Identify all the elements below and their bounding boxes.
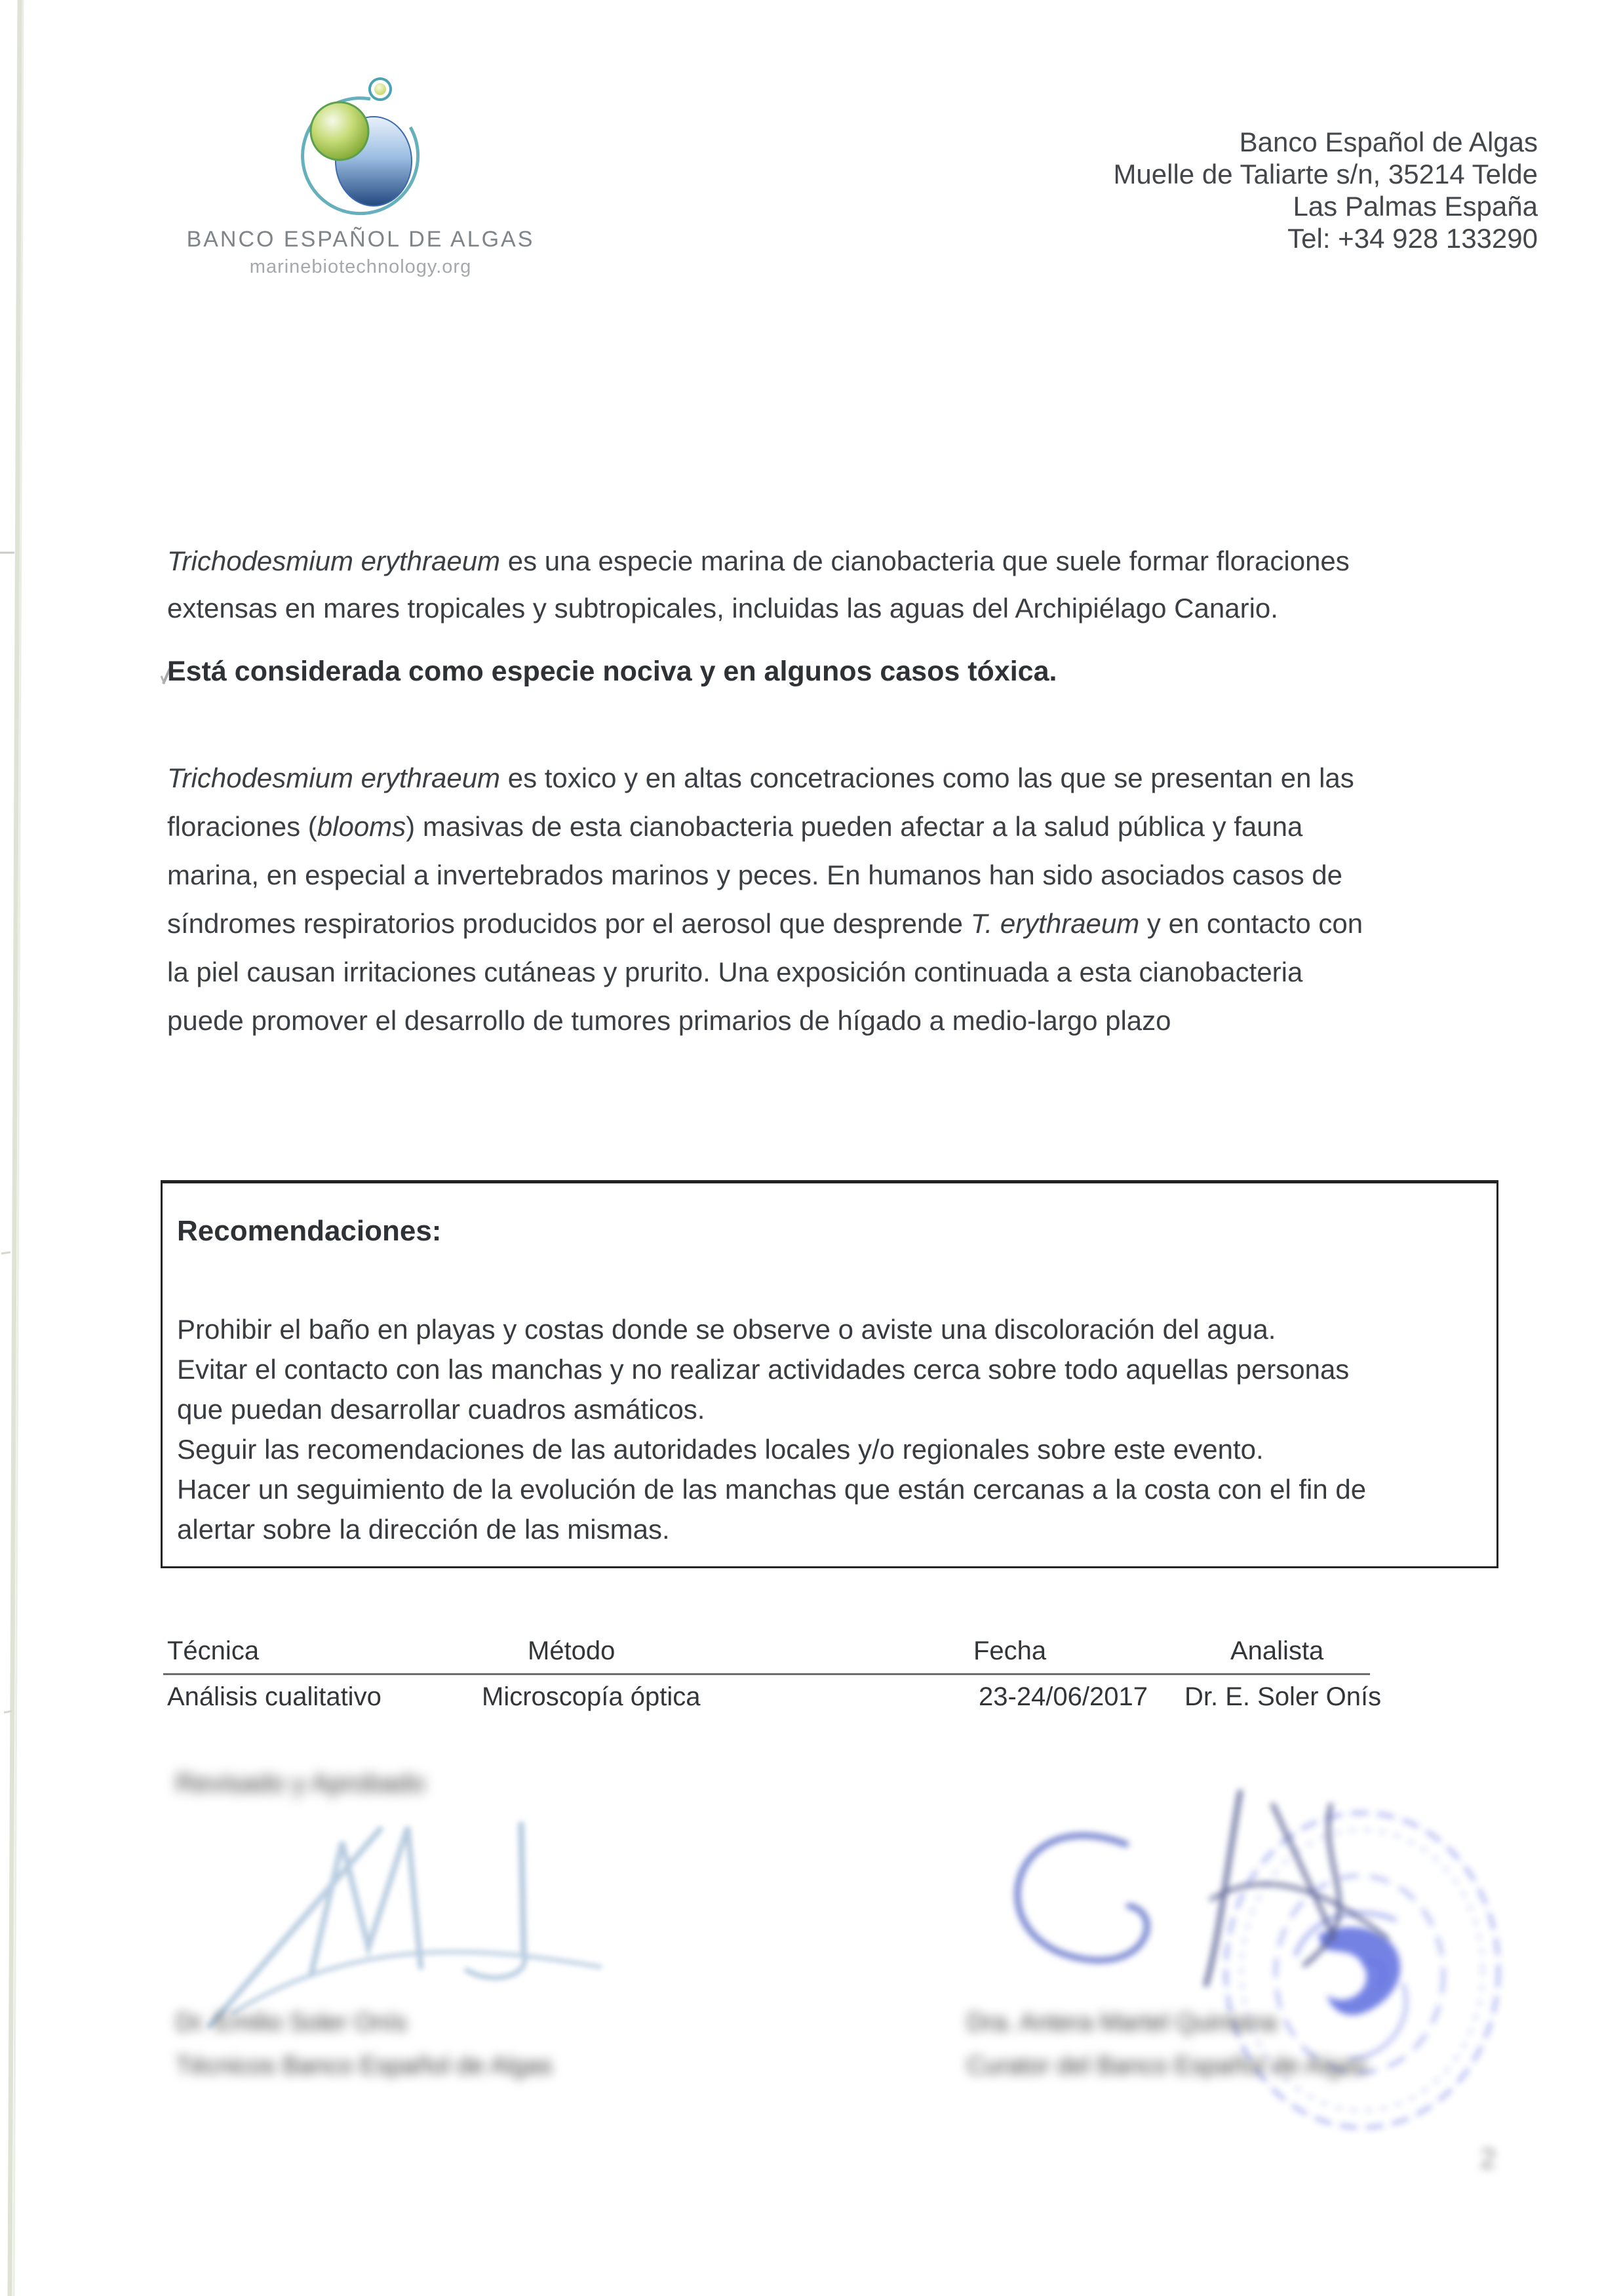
text-segment: Evitar el contacto con las manchas y no realizar actividades cerca sobre todo aquellas personas (177, 1354, 1350, 1385)
text-line (167, 802, 1363, 851)
recommendations-text (177, 1309, 1366, 1549)
blurred-right-signatory-role: Curator del Banco Español de Algas (967, 2052, 1367, 2080)
text-line (177, 1349, 1366, 1389)
signature-right-handwriting (964, 1767, 1422, 2023)
text-segment: marina, en especial a invertebrados marinos y peces. En humanos han sido asociados casos de (167, 860, 1343, 890)
text-segment: alertar sobre la dirección de las mismas. (177, 1514, 670, 1545)
text-segment: puede promover el desarrollo de tumores primarios de hígado a medio-largo plazo (167, 1005, 1171, 1036)
header-method: Método (528, 1636, 616, 1665)
bold-hazard-statement: Está considerada como especie nociva y en algunos casos tóxica. (167, 656, 1057, 687)
blurred-left-signatory-name: Dr. Emilio Soler Onís (176, 2009, 407, 2036)
blurred-left-signatory-role: Técnicos Banco Español de Algas (176, 2052, 553, 2080)
blurred-reviewed-approved-label: Revisado y Aprobado (176, 1769, 425, 1798)
header-technique: Técnica (167, 1636, 260, 1665)
text-segment: que puedan desarrollar cuadros asmáticos. (177, 1394, 705, 1425)
text-segment: extensas en mares tropicales y subtropicales, incluidas las aguas del Archipiélago Canario. (167, 593, 1278, 623)
cell-method: Microscopía óptica (482, 1682, 701, 1711)
analysis-table (167, 1636, 1382, 1715)
text-line (167, 997, 1363, 1045)
text-line (177, 1509, 1366, 1549)
logo-wordmark: BANCO ESPAÑOL DE ALGAS (186, 227, 535, 252)
analysis-table-data-row (167, 1682, 1382, 1715)
header-date: Fecha (973, 1636, 1047, 1665)
cell-analyst: Dr. E. Soler Onís (1184, 1682, 1382, 1711)
blurred-page-number: 2 (1480, 2143, 1496, 2175)
text-line (167, 754, 1363, 802)
header-analyst: Analista (1230, 1636, 1324, 1665)
text-line (167, 538, 1350, 585)
text-segment: la piel causan irritaciones cutáneas y prurito. Una exposición continuada a esta cianobacteria (167, 957, 1303, 987)
table-header-rule (163, 1673, 1370, 1675)
text-line (177, 1469, 1366, 1509)
signature-left-handwriting (164, 1813, 623, 2036)
recommendations-box (161, 1180, 1498, 1568)
text-segment: y en contacto con (1139, 908, 1363, 939)
letterhead-address-block (1113, 126, 1538, 254)
letterhead-org-name: Banco Español de Algas (1239, 127, 1538, 157)
text-line (167, 585, 1350, 632)
text-line (177, 1429, 1366, 1469)
analysis-table-header-row (167, 1636, 1370, 1673)
letterhead-phone-line: Tel: +34 928 133290 (1287, 223, 1538, 254)
algae-spheres-logo-icon (282, 71, 439, 220)
text-segment: Prohibir el baño en playas y costas donde se observe o aviste una discoloración del agua. (177, 1314, 1276, 1345)
italic-text-segment: Trichodesmium erythraeum (167, 545, 501, 576)
text-segment: Hacer un seguimiento de la evolución de las manchas que están cercanas a la costa con el fin de (177, 1474, 1367, 1505)
blurred-right-signatory-name: Dra. Antera Martel Quintana (967, 2009, 1278, 2036)
logo-block (177, 71, 544, 278)
italic-text-segment: Trichodesmium erythraeum (167, 762, 501, 793)
letterhead-city-line: Las Palmas España (1293, 191, 1538, 222)
logo-website-text: marinebiotechnology.org (249, 256, 472, 277)
letterhead-address-line: Muelle de Taliarte s/n, 35214 Telde (1113, 159, 1538, 189)
text-line (167, 851, 1363, 900)
italic-text-segment: blooms (317, 811, 406, 842)
text-line (177, 1309, 1366, 1349)
text-line (167, 948, 1363, 997)
text-segment: es una especie marina de cianobacteria que suele formar floraciones (500, 545, 1350, 576)
text-segment: Seguir las recomendaciones de las autoridades locales y/o regionales sobre este evento. (177, 1434, 1264, 1465)
paragraph-species-intro (167, 538, 1350, 632)
paragraph-toxicity-details (167, 754, 1363, 1045)
text-segment: ) masivas de esta cianobacteria pueden afectar a la salud pública y fauna (406, 811, 1303, 842)
text-segment: es toxico y en altas concetraciones como las que se presentan en las (500, 762, 1354, 793)
recommendations-heading: Recomendaciones: (177, 1215, 442, 1247)
italic-text-segment: T. erythraeum (970, 908, 1140, 939)
text-line (167, 900, 1363, 948)
text-segment: floraciones ( (167, 811, 317, 842)
cell-date: 23-24/06/2017 (979, 1682, 1148, 1711)
text-line (177, 1389, 1366, 1429)
text-segment: síndromes respiratorios producidos por el aerosol que desprende (167, 908, 971, 939)
cell-technique: Análisis cualitativo (167, 1682, 381, 1711)
